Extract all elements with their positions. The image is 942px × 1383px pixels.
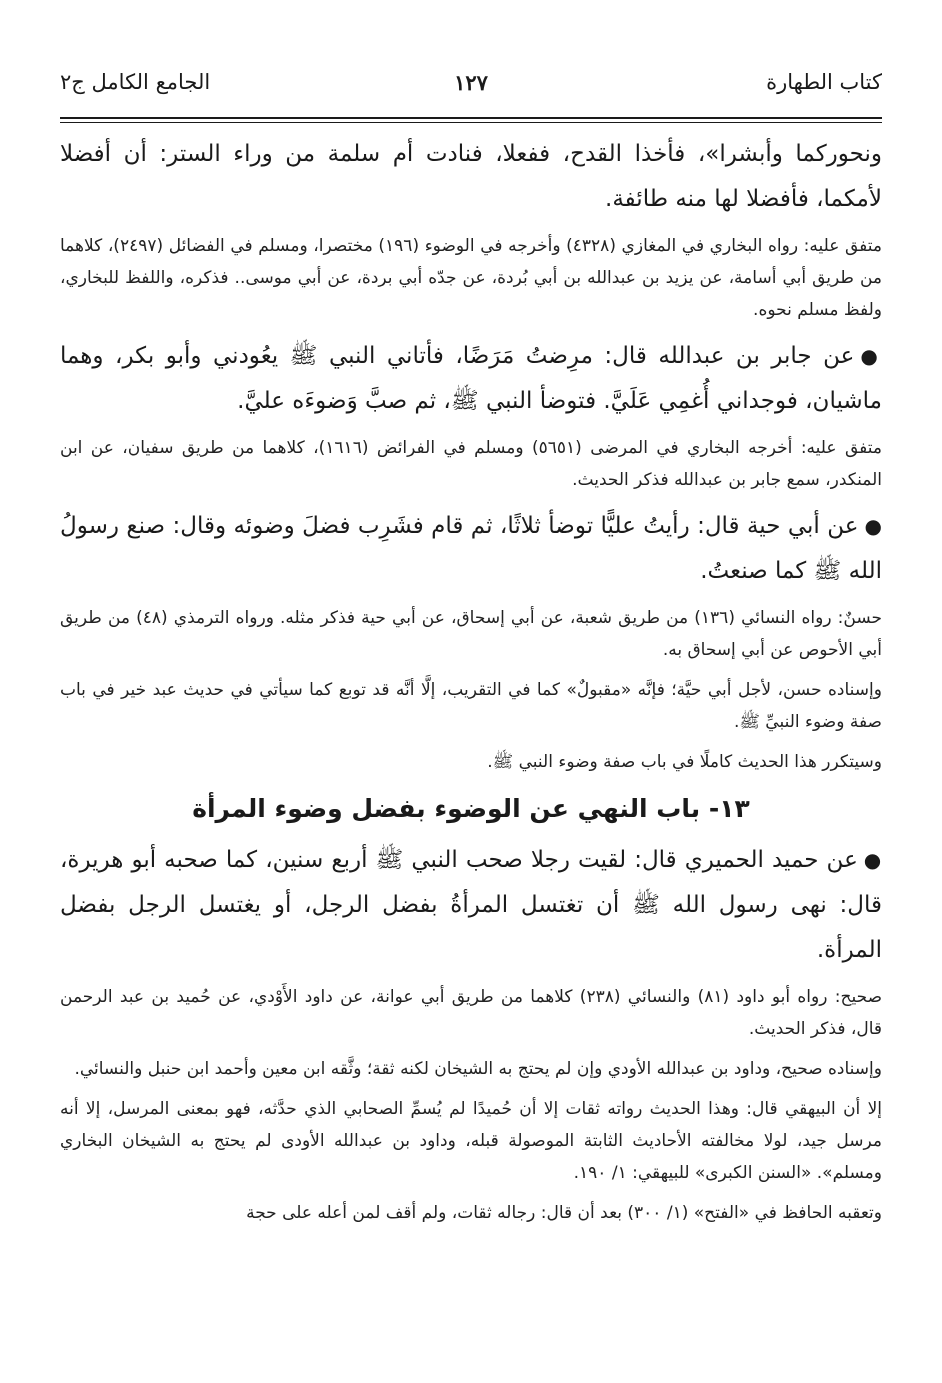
hadith-text bbox=[60, 504, 882, 594]
block-text: ونحوركما وأبشرا»، فأخذا القدح، ففعلا، فنادت أم سلمة من وراء الستر: أن أفضلا لأمكما، فأفضلا لها منه طائفة. bbox=[60, 141, 882, 212]
page-content bbox=[60, 132, 882, 1367]
commentary-note bbox=[60, 1093, 882, 1189]
header-rule-thin bbox=[60, 122, 882, 123]
block-text: وإسناده صحيح، وداود بن عبدالله الأودي وإن لم يحتج به الشيخان لكنه ثقة؛ وثَّقه ابن معين وأحمد ابن حنبل والنسائي. bbox=[74, 1059, 882, 1079]
commentary-note bbox=[60, 432, 882, 496]
chapter-title: كتاب الطهارة bbox=[766, 70, 882, 94]
commentary-note bbox=[60, 1197, 882, 1229]
commentary-note bbox=[60, 746, 882, 778]
block-text: عن جابر بن عبدالله قال: مرِضتُ مَرَضًا، فأتاني النبي ﷺ يعُودني وأبو بكر، وهما ماشيان، فوجداني أُغمِي عَلَيَّ. فتوضأ النبي ﷺ، ثم صبَّ وَضوءَه عليَّ. bbox=[60, 343, 882, 414]
commentary-note bbox=[60, 981, 882, 1045]
bullet-icon: ● bbox=[864, 514, 882, 538]
block-text: عن حميد الحميري قال: لقيت رجلا صحب النبي ﷺ أربع سنين، كما صحبه أبو هريرة، قال: نهى رسول الله ﷺ أن تغتسل المرأةُ بفضل الرجل، أو يغتسل الرجل بفضل المرأة. bbox=[60, 847, 882, 963]
block-text: متفق عليه: أخرجه البخاري في المرضى (٥٦٥١) ومسلم في الفرائض (١٦١٦)، كلاهما من طريق سفيان، عن ابن المنكدر، سمع جابر بن عبدالله فذكر الحديث. bbox=[60, 438, 882, 490]
commentary-note bbox=[60, 674, 882, 738]
hadith-text bbox=[60, 838, 882, 973]
block-text: حسنٌ: رواه النسائي (١٣٦) من طريق شعبة، عن أبي إسحاق، عن أبي حية فذكر مثله. ورواه الترمذي (٤٨) من طريق أبي الأحوص عن أبي إسحاق به. bbox=[60, 608, 882, 660]
hadith-text bbox=[60, 334, 882, 424]
block-text: وإسناده حسن، لأجل أبي حيَّة؛ فإنَّه «مقبولٌ» كما في التقريب، إلَّا أنَّه قد توبع كما سيأتي في حديث عبد خير في باب صفة وضوء النبيِّ ﷺ. bbox=[60, 680, 882, 732]
block-text: صحيح: رواه أبو داود (٨١) والنسائي (٢٣٨) كلاهما من طريق أبي عوانة، عن داود الأَوْدي، عن حُميد بن عبد الرحمن قال، فذكر الحديث. bbox=[60, 987, 882, 1039]
commentary-note bbox=[60, 602, 882, 666]
bullet-icon: ● bbox=[860, 344, 882, 368]
book-title: الجامع الكامل ج٢ bbox=[60, 70, 211, 94]
hadith-text bbox=[60, 132, 882, 222]
block-text: وسيتكرر هذا الحديث كاملًا في باب صفة وضوء النبي ﷺ. bbox=[487, 752, 882, 772]
block-text: ١٣- باب النهي عن الوضوء بفضل وضوء المرأة bbox=[192, 794, 750, 823]
section-heading bbox=[60, 786, 882, 832]
block-text: إلا أن البيهقي قال: وهذا الحديث رواته ثقات إلا أن حُميدًا لم يُسمِّ الصحابي الذي حدَّثه، فهو بمعنى المرسل، إلا أنه مرسل جيد، لولا مخالفته الأحاديث الثابتة الموصولة قبله، وداود بن عبدالله الأودى لم يحتج به الشيخان البخاري ومسلم». «السنن الكبرى» للبيهقي: ١/ ١٩٠. bbox=[60, 1099, 882, 1183]
block-text: وتعقبه الحافظ في «الفتح» (١/ ٣٠٠) بعد أن قال: رجاله ثقات، ولم أقف لمن أعله على حجة bbox=[246, 1203, 882, 1223]
bullet-icon: ● bbox=[863, 848, 882, 872]
block-text: عن أبي حية قال: رأيتُ عليًّا توضأ ثلاثًا، ثم قام فشَرِب فضلَ وضوئه وقال: صنع رسولُ الله ﷺ كما صنعتُ. bbox=[60, 513, 882, 584]
commentary-note bbox=[60, 230, 882, 326]
header-rule-thick bbox=[60, 117, 882, 119]
page-number: ١٢٧ bbox=[454, 70, 488, 95]
commentary-note bbox=[60, 1053, 882, 1085]
page-header bbox=[60, 60, 882, 108]
block-text: متفق عليه: رواه البخاري في المغازي (٤٣٢٨) وأخرجه في الوضوء (١٩٦) مختصرا، ومسلم في الفضائل (٢٤٩٧)، كلاهما من طريق أبي أسامة، عن يزيد بن عبدالله بن أبي بُردة، عن جدّه أبي بردة، عن أبي موسى.. فذكره، واللفظ للبخاري، ولفظ مسلم نحوه. bbox=[60, 236, 882, 320]
